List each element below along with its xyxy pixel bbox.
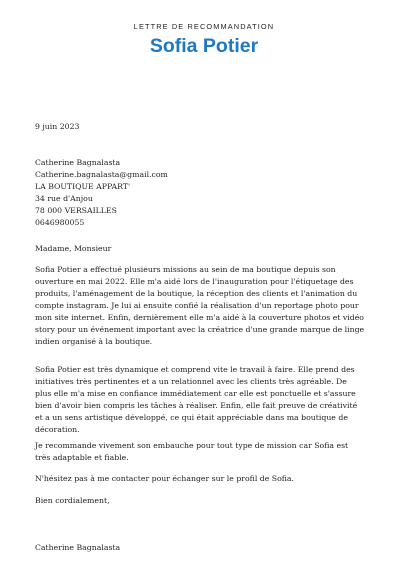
paragraph-contact: N'hésitez pas à me contacter pour échanger sur le profil de Sofia.	[35, 474, 295, 483]
closing: Bien cordialement,	[35, 496, 110, 505]
salutation: Madame, Monsieur	[35, 244, 112, 253]
recipient-company: LA BOUTIQUE APPART'	[35, 182, 131, 191]
signature-name: Catherine Bagnalasta	[35, 543, 121, 552]
recipient-block	[35, 157, 365, 229]
recipient-phone: 0646980055	[35, 218, 85, 227]
recipient-name: Catherine Bagnalasta	[35, 158, 121, 167]
paragraph-qualities: Sofia Potier est très dynamique et comprend vite le travail à faire. Elle prend des initiatives très pertinentes et a un relationnel avec les clients très agréable. De plus elle m'a mise en confiance immédiatement car elle est ponctuelle et s'assure bien d'avoir bien compris les tâches à réaliser. Enfin, elle fait preuve de créativité et a un sens artistique développé, ce qui était appréciable dans ma boutique de décoration.	[35, 365, 358, 434]
letter-date: 9 juin 2023	[35, 122, 80, 131]
recipient-city: 78 000 VERSAILLES	[35, 206, 117, 215]
candidate-name-title: Sofia Potier	[149, 35, 259, 57]
recipient-email: Catherine.bagnalasta@gmail.com	[35, 170, 168, 179]
paragraph-missions: Sofia Potier a effectué plusieurs missions au sein de ma boutique depuis son ouverture en mai 2022. Elle m'a aidé lors de l'inauguration pour l'étiquetage des produits, l'aménagement de la boutique, la réception des clients et l'animation du compte instagram. Je lui ai ensuite confié la réalisation d'un reportage photo pour mon site internet. Enfin, dernièrement elle m'a aidé à la couverture photos et vidéo story pour un événement important avec la créatrice d'une grande marque de linge indien organisé à la boutique.	[35, 265, 365, 346]
document-type-label: LETTRE DE RECOMMANDATION	[133, 22, 275, 31]
recipient-street: 34 rue d'Anjou	[35, 194, 93, 203]
paragraph-recommendation: Je recommande vivement son embauche pour tout type de mission car Sofia est très adaptable et fiable.	[35, 441, 349, 462]
